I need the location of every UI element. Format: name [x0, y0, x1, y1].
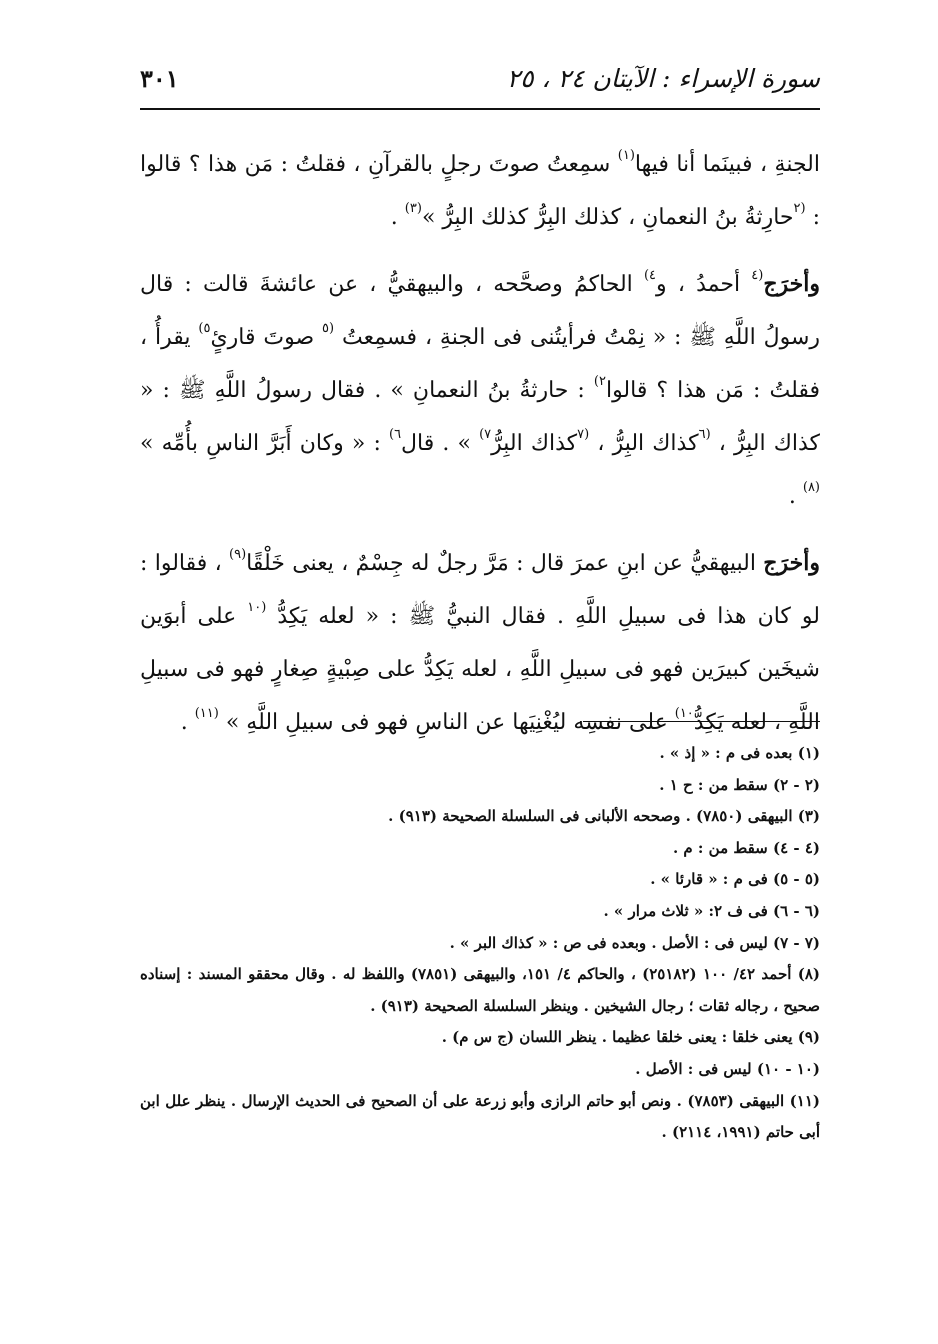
text-run: على نفسِه ليُغْنِيَها عن الناسِ فهو فى سبيلِ اللَّهِ » [218, 710, 675, 735]
footnote-marker: (٨) [802, 480, 820, 495]
text-run: . [180, 710, 195, 735]
footnote-number: (٣) [797, 807, 820, 826]
footnote-number: (١) [797, 744, 820, 762]
footnote-marker: (١) [617, 148, 635, 163]
text-run: » . قال [401, 431, 480, 456]
footnote-text: سقط من : ح ١ . [659, 775, 773, 794]
running-title: سورة الإسراء : الآيتان ٢٤ ، ٢٥ [506, 63, 820, 93]
text-run: يقرأُ ، فقلتُ : مَن هذا ؟ قالوا [140, 325, 821, 403]
text-run: . [788, 484, 803, 509]
header-rule [140, 108, 820, 110]
text-run: : حارثةُ بنُ النعمانِ » . فقال رسولُ اللَّهِ ﷺ : « كذاك البِرُّ ، [140, 378, 820, 456]
paragraph-3 [140, 537, 820, 749]
footnote [140, 770, 820, 802]
footnote [140, 928, 820, 960]
text-run: البيهقيُّ عن ابنِ عمرَ قال : مَرَّ رجلٌ له جِسْمٌ ، يعنى خَلْقًا [246, 551, 764, 576]
footnote-marker: ١٠) [674, 706, 694, 721]
footnote-number: (٤ - ٤) [772, 838, 820, 857]
footnote-rule [583, 721, 820, 722]
text-run: ، فقالوا : لو كان هذا فى سبيلِ اللَّهِ . فقال النبيُّ ﷺ : « لعله يَكِدُّ [140, 551, 820, 629]
footnote-marker: (٢ [793, 201, 806, 216]
footnote-text: ليس فى : الأصل . [635, 1059, 757, 1078]
footnote [140, 1086, 820, 1149]
footnote-number: (٢ - ٢) [772, 775, 820, 794]
footnote-marker: (١٠ [247, 600, 267, 615]
footnote-number: (١٠ - ١٠) [756, 1059, 820, 1078]
footnote-text: ليس فى : الأصل . وبعده فى ص : « كذاك البر » . [449, 933, 773, 952]
footnote-marker: ٦) [388, 427, 402, 442]
footnote-text: أحمد ٤٢/ ١٠٠ (٢٥١٨٢) ، والحاكم ٤/ ١٥١، والبيهقى (٧٨٥١) واللفظ له . وقال محققو المسند : إسناده صحيح ، رجاله ثقات ؛ رجال الشيخين . وينظر السلسلة الصحيحة (٩١٣) . [140, 965, 820, 1015]
footnote-marker: (٩) [229, 547, 247, 562]
page-number: ٣٠١ [140, 63, 179, 93]
footnote-marker: ٢) [593, 374, 606, 389]
footnote-text: يعنى خلقا : يعنى خلقا عظيما . ينظر اللسان (ج س م) . [441, 1028, 798, 1047]
footnote-marker: (١١) [194, 706, 219, 721]
footnote-text: سقط من : م . [672, 838, 773, 857]
footnote-marker: (٥ [322, 321, 335, 336]
footnote [140, 738, 820, 770]
footnote-number: (١١) [789, 1091, 820, 1110]
footnote-marker: (٦ [698, 427, 711, 442]
footnote-number: (٩) [797, 1028, 820, 1047]
footnote [140, 1054, 820, 1086]
footnote-number: (٧ - ٧) [772, 933, 820, 952]
text-run: . [390, 205, 405, 230]
footnote [140, 801, 820, 833]
footnote-marker: (٧ [577, 427, 590, 442]
footnote [140, 1022, 820, 1054]
footnote-text: بعده فى م : « إذ » . [659, 744, 798, 762]
footnote-text: فى م : « قارئا » . [650, 870, 773, 889]
footnote-number: (٥ - ٥) [772, 870, 820, 889]
main-text [140, 138, 820, 763]
footnote-marker: ٤) [643, 268, 657, 283]
text-run: كذاك البِرُّ ، [589, 431, 699, 456]
footnote-marker: ٥) [198, 321, 211, 336]
footnote-text: البيهقى (٧٨٥٣) . ونص أبو حاتم الرازى وأبو زرعة على أن الصحيح فى الحديث الإرسال . ينظر علل ابن أبى حاتم (١٩٩١، ٢١١٤) . [140, 1091, 820, 1142]
footnote-number: (٨) [797, 965, 821, 984]
page-header [140, 58, 820, 98]
footnote [140, 959, 820, 1022]
text-run: : « وكان أَبَرَّ الناسِ بأُمِّه » [140, 431, 389, 456]
paragraph-lead: وأخرَج [763, 271, 820, 297]
footnote-text: البيهقى (٧٨٥٠) . وصححه الألبانى فى السلسلة الصحيحة (٩١٣) . [388, 807, 798, 826]
footnotes [140, 738, 820, 1149]
text-run: الحاكمُ وصحَّحه ، والبيهقيُّ ، عن عائشةَ قالت : قال رسولُ اللَّهِ ﷺ : « نِمْتُ فرأيتُنى فى الجنةِ ، فسمِعتُ [140, 272, 820, 350]
paragraph-lead: وأخرَج [763, 550, 820, 576]
text-run: صوتَ قارئٍ [210, 325, 323, 350]
text-run: الجنةِ ، فبينَما أنا فيها [634, 152, 820, 177]
footnote-marker: (٣) [404, 201, 422, 216]
footnote-text: فى ف ٢: « ثلاث مرار » . [603, 901, 773, 920]
footnote [140, 833, 820, 865]
text-run: كذاك البِرُّ [491, 431, 578, 456]
text-run: حارِثةُ بنُ النعمانِ ، كذلك البِرُّ كذلك البِرُّ [435, 205, 794, 230]
paragraph-1 [140, 138, 820, 244]
text-run: سمِعتُ صوتَ رجلٍ بالقرآنِ ، فقلتُ : مَن هذا ؟ قالوا : [140, 152, 820, 230]
footnote [140, 896, 820, 928]
footnote-number: (٦ - ٦) [772, 901, 820, 920]
footnote-marker: ٧) [479, 427, 492, 442]
footnote [140, 864, 820, 896]
paragraph-2 [140, 258, 820, 523]
footnote-marker: (٤ [751, 268, 764, 283]
text-run: أحمدُ ، و [656, 272, 752, 297]
text-run: على أبوَين شيخَين كبيرَين فهو فى سبيلِ اللَّهِ ، لعله يَكِدُّ على صِبْيةٍ صِغارٍ فهو فى سبيلِ اللَّهِ ، لعله يَكِدُّ [140, 604, 820, 735]
text-run: » [421, 205, 436, 230]
